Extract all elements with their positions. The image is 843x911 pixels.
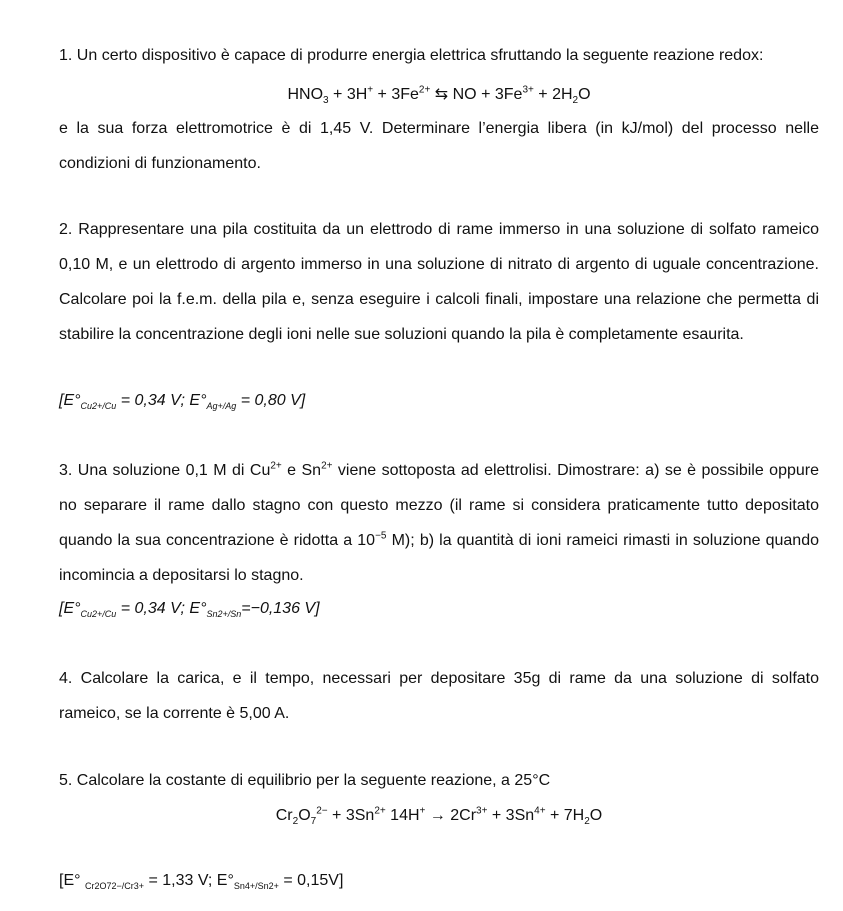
- q2-potentials: [$E^\circ_{Cu2+/Cu} = 0,34$ V; $E^\circ_{Ag+/Ag} = 0,80$ V]: [59, 392, 306, 412]
- q1-intro: 1. Un certo dispositivo è capace di produrre energia elettrica sfruttando la seguente reazione redox:: [59, 47, 764, 64]
- q2-text: 2. Rappresentare una pila costituita da un elettrodo di rame immerso in una soluzione di solfato rameico 0,10 M, e un elettrodo di argento immerso in una soluzione di nitrato di argento di uguale concentrazione. Calcolare poi la f.e.m. della pila e, senza eseguire i calcoli finali, impostare una relazione che permetta di stabilire la concentrazione degli ioni nelle sue soluzioni quando la pila è completamente esaurita.: [59, 221, 819, 343]
- q1-text: e la sua forza elettromotrice è di 1,45 V. Determinare l’energia libera (in kJ/mol) del processo nelle condizioni di funzionamento.: [59, 120, 819, 172]
- q5-intro: 5. Calcolare la costante di equilibrio per la seguente reazione, a 25°C: [59, 772, 551, 789]
- q4-text: 4. Calcolare la carica, e il tempo, necessari per depositare 35g di rame da una soluzione di solfato rameico, se la corrente è 5,00 A.: [59, 670, 819, 722]
- q3-potentials: [$E^\circ_{Cu2+/Cu} = 0,34$ V; $E^\circ_{Sn2+/Sn}=-0,136$ V]: [59, 600, 320, 620]
- q3-text: 3. Una soluzione 0,1 M di $Cu^{2+}$ e $Sn^{2+}$ viene sottoposta ad elettrolisi. Dimostrare: a) se è possibile oppure no separare il rame dallo stagno con questo mezzo (il rame si considera praticamente tutto depositato quando la sua concentrazione è ridotta a $10^{-5}$ M); b) la quantità di ioni rameici rimasti in soluzione quando incomincia a depositarsi lo stagno.: [59, 460, 820, 584]
- q1-equation: $HNO_3 + 3H^+ + 3Fe^{2+}$ ⇆ NO + $3Fe^{3+} + 2H_2O$: [287, 84, 591, 107]
- q5-potentials: [E° $_{Cr2O72-/Cr3+}$ = 1,33 V; $E^\circ_{Sn4+/Sn2+} = 0,15V$]: [59, 872, 344, 892]
- q5-equation: $Cr_2O_7^{2-} + 3Sn^{2+}$ $14H^+ \to 2Cr^{3+} + 3Sn^{4+} + 7H_2O$: [275, 805, 603, 828]
